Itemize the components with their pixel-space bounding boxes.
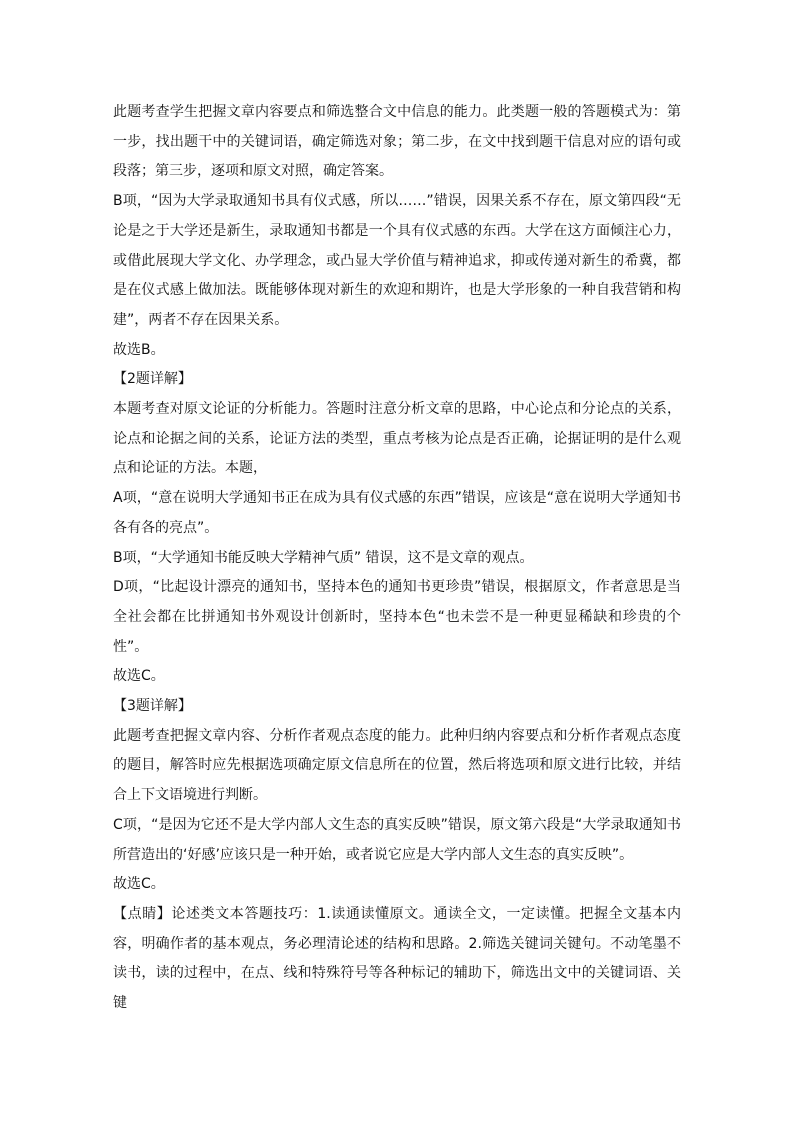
section-heading-question-2: 【2题详解】 [113,371,192,388]
explanation-paragraph-2-intro: 本题考查对原文论证的分析能力。答题时注意分析文章的思路，中心论点和分论点的关系，论点和论据之间的关系，论证方法的类型，重点考核为论点是否正确，论据证明的是什么观点和论证的方法。本题， [113,401,681,477]
explanation-paragraph-1-intro: 此题考查学生把握文章内容要点和筛选整合文中信息的能力。此类题一般的答题模式为：第一步，找出题干中的关键词语，确定筛选对象；第二步，在文中找到题干信息对应的语句或段落；第三步，逐项和原文对照，确定答案。 [113,104,681,180]
explanation-paragraph-3-option-c: C项，“是因为它还不是大学内部人文生态的真实反映”错误，原文第六段是“大学录取通知书所营造出的‘好感’应该只是一种开始，或者说它应是大学内部人文生态的真实反映”。 [113,816,681,863]
section-heading-question-3: 【3题详解】 [113,698,192,715]
tips-paragraph: 【点睛】论述类文本答题技巧：1.读通读懂原文。通读全文，一定读懂。把握全文基本内容，明确作者的基本观点，务必理清论述的结构和思路。2.筛选关键词关键句。不动笔墨不读书，读的过程中，在点、线和特殊符号等各种标记的辅助下，筛选出文中的关键词语、关键 [113,905,681,1012]
explanation-paragraph-2-option-d: D项，“比起设计漂亮的通知书，坚持本色的通知书更珍贵”错误，根据原文，作者意思是当全社会都在比拼通知书外观设计创新时，坚持本色“也未尝不是一种更显稀缺和珍贵的个性”。 [113,579,681,655]
explanation-paragraph-2-option-b: B项，“大学通知书能反映大学精神气质” 错误，这不是文章的观点。 [113,549,534,566]
document-body [113,98,681,1019]
answer-line-2: 故选C。 [113,668,165,685]
explanation-paragraph-3-intro: 此题考查把握文章内容、分析作者观点态度的能力。此种归纳内容要点和分析作者观点态度的题目，解答时应先根据选项确定原文信息所在的位置，然后将选项和原文进行比较，并结合上下文语境进行判断。 [113,727,681,804]
explanation-paragraph-1-option-b: B项，“因为大学录取通知书具有仪式感，所以……”错误，因果关系不存在，原文第四段“无论是之于大学还是新生，录取通知书都是一个具有仪式感的东西。大学在这方面倾注心力，或借此展现大学文化、办学理念，或凸显大学价值与精神追求，抑或传递对新生的希冀，都是在仪式感上做加法。既能够体现对新生的欢迎和期许，也是大学形象的一种自我营销和构建”，两者不存在因果关系。 [113,193,681,328]
explanation-paragraph-2-option-a: A项，“意在说明大学通知书正在成为具有仪式感的东西”错误，应该是“意在说明大学通知书各有各的亮点”。 [113,490,681,536]
answer-line-1: 故选B。 [113,341,165,358]
answer-line-3: 故选C。 [113,876,165,893]
